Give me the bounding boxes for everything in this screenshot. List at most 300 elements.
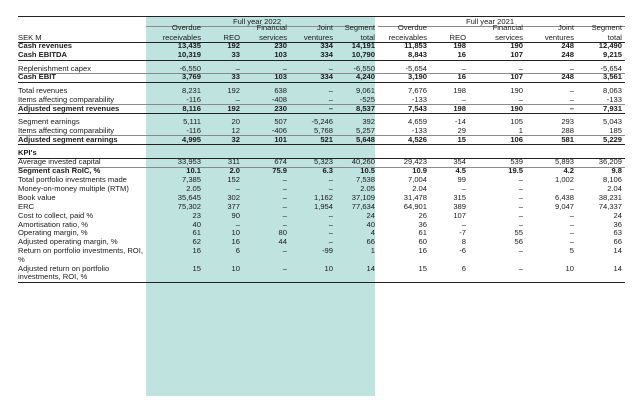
top-rule: [18, 16, 625, 17]
value-cell: 106: [510, 135, 523, 144]
value-cell: –: [518, 220, 523, 229]
value-cell: 10,319: [177, 51, 201, 60]
value-cell: 33: [231, 51, 240, 60]
value-cell: –: [282, 220, 287, 229]
value-cell: 33: [231, 73, 240, 82]
period-header-2022: Full year 2022: [232, 17, 282, 26]
value-cell: 9,061: [355, 86, 375, 95]
value-cell: 16: [418, 247, 427, 256]
column-header: Financial: [256, 23, 287, 32]
value-cell: 5,648: [355, 135, 375, 144]
value-cell: 60: [418, 238, 427, 247]
value-cell: 55: [514, 229, 523, 238]
edge-cell: [622, 238, 640, 247]
value-cell: 230: [274, 104, 287, 113]
edge-cell: [622, 118, 640, 127]
table-row: [0, 229, 640, 238]
value-cell: 334: [320, 73, 333, 82]
column-header: ventures: [544, 32, 574, 42]
edge-cell: [622, 203, 640, 212]
value-cell: 66: [366, 238, 375, 247]
value-cell: 507: [274, 118, 287, 127]
value-cell: 1: [518, 126, 523, 135]
value-cell: 10.1: [186, 167, 201, 176]
value-cell: –: [235, 64, 240, 73]
row-label: Book value: [18, 193, 56, 202]
value-cell: 1: [370, 247, 375, 256]
value-cell: –: [328, 184, 333, 193]
value-cell: 64,901: [403, 202, 427, 211]
value-cell: 248: [561, 73, 574, 82]
value-cell: 19.5: [508, 167, 523, 176]
value-cell: 4: [370, 229, 375, 238]
table-row: [0, 87, 640, 96]
value-cell: 29: [457, 126, 466, 135]
value-cell: –: [518, 175, 523, 184]
value-cell: 10,790: [351, 51, 375, 60]
value-cell: 354: [453, 158, 466, 167]
value-cell: 90: [231, 211, 240, 220]
row-label: Cash EBIT: [18, 73, 56, 82]
value-cell: –: [282, 202, 287, 211]
value-cell: 6,438: [554, 193, 574, 202]
value-cell: -133: [606, 95, 622, 104]
value-cell: –: [328, 220, 333, 229]
value-cell: –: [518, 211, 523, 220]
value-cell: –: [518, 202, 523, 211]
value-cell: -5,654: [405, 64, 427, 73]
column-header: Segment: [591, 23, 622, 32]
value-cell: 75,302: [177, 202, 201, 211]
section-title: KPI's: [18, 149, 37, 158]
row-label: Adjusted segment revenues: [18, 104, 120, 113]
value-cell: 10.5: [360, 167, 375, 176]
empty-cell: [430, 149, 466, 158]
value-cell: -133: [411, 95, 427, 104]
table-row: [0, 158, 640, 167]
value-cell: 2.04: [412, 184, 427, 193]
row-label: Average invested capital: [18, 158, 101, 167]
value-cell: –: [328, 238, 333, 247]
value-cell: -7: [459, 229, 466, 238]
value-cell: 192: [227, 104, 240, 113]
empty-cell: [523, 149, 574, 158]
value-cell: 377: [227, 202, 240, 211]
row-rule: [18, 167, 625, 168]
row-label: Adjusted segment earnings: [18, 135, 118, 144]
value-cell: –: [569, 229, 574, 238]
value-cell: 315: [453, 193, 466, 202]
value-cell: –: [461, 184, 466, 193]
table-row: [0, 203, 640, 212]
empty-cell: [204, 149, 240, 158]
value-cell: 190: [510, 86, 523, 95]
edge-cell: [622, 176, 640, 185]
value-cell: –: [518, 193, 523, 202]
value-cell: 192: [227, 42, 240, 51]
value-cell: 7,538: [355, 175, 375, 184]
value-cell: 5,257: [355, 126, 375, 135]
value-cell: 13,435: [177, 42, 201, 51]
value-cell: -406: [271, 126, 287, 135]
value-cell: 3,190: [407, 73, 427, 82]
value-cell: 33,953: [177, 158, 201, 167]
value-cell: –: [461, 220, 466, 229]
value-cell: -6: [459, 247, 466, 256]
column-header: [204, 23, 240, 33]
value-cell: 103: [274, 51, 287, 60]
value-cell: 15: [192, 264, 201, 273]
value-cell: 7,004: [407, 175, 427, 184]
column-header: [430, 23, 466, 33]
value-cell: 36,209: [598, 158, 622, 167]
value-cell: 4,526: [407, 135, 427, 144]
value-cell: 5,229: [602, 135, 622, 144]
empty-cell: [333, 149, 375, 158]
value-cell: 37,109: [351, 193, 375, 202]
value-cell: 10: [231, 229, 240, 238]
value-cell: –: [569, 220, 574, 229]
value-cell: –: [518, 64, 523, 73]
value-cell: 74,337: [598, 202, 622, 211]
value-cell: 40,260: [351, 158, 375, 167]
value-cell: 7,543: [407, 104, 427, 113]
value-cell: 3,769: [181, 73, 201, 82]
column-header: Segment: [344, 23, 375, 32]
value-cell: 4,995: [181, 135, 201, 144]
column-header: total: [360, 32, 375, 42]
value-cell: 16: [457, 51, 466, 60]
value-cell: –: [518, 264, 523, 273]
value-cell: 293: [561, 118, 574, 127]
table-row: [0, 118, 640, 127]
value-cell: 75.9: [272, 167, 287, 176]
table-row: [0, 194, 640, 203]
value-cell: –: [328, 95, 333, 104]
value-cell: -5,246: [311, 118, 333, 127]
edge-cell: [622, 247, 640, 264]
value-cell: 5,893: [554, 158, 574, 167]
value-cell: 16: [231, 238, 240, 247]
value-cell: -408: [271, 95, 287, 104]
edge-cell: [622, 73, 640, 82]
table-row: [0, 176, 640, 185]
value-cell: 334: [320, 51, 333, 60]
row-rule: [18, 82, 625, 83]
value-cell: 288: [561, 126, 574, 135]
row-label: Total portfolio investments made: [18, 175, 127, 184]
value-cell: 8,063: [602, 86, 622, 95]
value-cell: 11,853: [404, 42, 427, 51]
value-cell: 107: [453, 211, 466, 220]
value-cell: 62: [192, 238, 201, 247]
value-cell: 1,954: [313, 202, 333, 211]
value-cell: –: [569, 184, 574, 193]
table-row: [0, 73, 640, 82]
value-cell: 14: [366, 264, 375, 273]
table-row: [0, 221, 640, 230]
value-cell: 8,106: [602, 175, 622, 184]
value-cell: 3,561: [602, 73, 622, 82]
value-cell: 8,231: [181, 86, 201, 95]
value-cell: 7,931: [602, 104, 622, 113]
value-cell: 8,537: [355, 104, 375, 113]
table-row: [0, 167, 640, 176]
value-cell: 2.05: [186, 184, 201, 193]
value-cell: 4.2: [563, 167, 574, 176]
column-header: Overdue: [171, 23, 201, 32]
value-cell: 10.9: [412, 167, 427, 176]
value-cell: –: [282, 247, 287, 256]
value-cell: -5,654: [600, 64, 622, 73]
value-cell: 7,676: [407, 86, 427, 95]
column-header: ventures: [303, 32, 333, 42]
value-cell: 6: [461, 264, 466, 273]
edge-cell: [622, 23, 640, 33]
value-cell: –: [569, 238, 574, 247]
edge-cell: [622, 42, 640, 51]
value-cell: –: [518, 95, 523, 104]
empty-cell: [287, 149, 333, 158]
value-cell: 4.5: [455, 167, 466, 176]
value-cell: –: [569, 86, 574, 95]
value-cell: –: [235, 184, 240, 193]
column-header: Joint: [557, 23, 574, 32]
row-label: Return on portfolio investments, ROI, %: [18, 247, 143, 264]
value-cell: 12,490: [598, 42, 622, 51]
edge-cell: [622, 212, 640, 221]
value-cell: 190: [510, 42, 523, 51]
row-label: Cash revenues: [18, 42, 73, 51]
value-cell: 230: [274, 42, 287, 51]
column-header: REO: [449, 32, 466, 42]
value-cell: 16: [457, 73, 466, 82]
row-rule: [18, 42, 625, 43]
value-cell: 56: [514, 238, 523, 247]
row-rule: [18, 144, 625, 145]
value-cell: 15: [457, 135, 466, 144]
value-cell: 40: [366, 220, 375, 229]
edge-cell: [622, 51, 640, 60]
column-header: services: [495, 32, 523, 42]
value-cell: 8: [461, 238, 466, 247]
value-cell: –: [461, 95, 466, 104]
row-label: Amortisation ratio, %: [18, 220, 89, 229]
row-rule: [18, 282, 625, 283]
value-cell: 9,047: [554, 202, 574, 211]
row-rule: [18, 113, 625, 114]
table-row: [0, 212, 640, 221]
table-row: [0, 265, 640, 282]
column-header: receivables: [162, 32, 201, 42]
value-cell: 80: [278, 229, 287, 238]
value-cell: -116: [186, 126, 201, 135]
value-cell: 31,478: [403, 193, 427, 202]
value-cell: 14: [613, 264, 622, 273]
value-cell: –: [569, 104, 574, 113]
value-cell: 190: [510, 104, 523, 113]
unit-label: SEK M: [18, 32, 42, 42]
value-cell: 63: [613, 229, 622, 238]
value-cell: –: [282, 211, 287, 220]
value-cell: 101: [274, 135, 287, 144]
value-cell: –: [235, 95, 240, 104]
value-cell: –: [328, 175, 333, 184]
row-label: Cost to collect, paid %: [18, 211, 94, 220]
value-cell: –: [569, 64, 574, 73]
value-cell: 44: [278, 238, 287, 247]
empty-cell: [375, 149, 430, 158]
value-cell: 15: [418, 264, 427, 273]
edge-cell: [622, 229, 640, 238]
row-label: Adjusted operating margin, %: [18, 238, 118, 247]
column-header-row: [0, 23, 640, 33]
table-row: [0, 51, 640, 60]
value-cell: 77,634: [351, 202, 375, 211]
value-cell: 36: [418, 220, 427, 229]
value-cell: 36: [613, 220, 622, 229]
value-cell: 8,843: [407, 51, 427, 60]
edge-cell: [622, 167, 640, 176]
value-cell: 26: [418, 211, 427, 220]
value-cell: 38,231: [598, 193, 622, 202]
value-cell: –: [328, 86, 333, 95]
value-cell: -525: [359, 95, 375, 104]
edge-cell: [622, 194, 640, 203]
value-cell: 1,002: [554, 175, 574, 184]
value-cell: –: [282, 184, 287, 193]
value-cell: 5,111: [183, 118, 201, 127]
row-label: Items affecting comparability: [18, 126, 115, 135]
value-cell: 311: [227, 158, 240, 167]
row-label: Replenishment capex: [18, 64, 92, 73]
value-cell: 66: [613, 238, 622, 247]
value-cell: 105: [510, 118, 523, 127]
value-cell: 14,191: [351, 42, 375, 51]
value-cell: -99: [322, 247, 333, 256]
value-cell: 2.04: [607, 184, 622, 193]
value-cell: 24: [366, 211, 375, 220]
value-cell: –: [569, 95, 574, 104]
edge-cell: [622, 33, 640, 43]
column-header: REO: [223, 32, 240, 42]
value-cell: –: [328, 211, 333, 220]
value-cell: 2.05: [360, 184, 375, 193]
value-cell: 198: [453, 104, 466, 113]
value-cell: 152: [227, 175, 240, 184]
value-cell: –: [518, 184, 523, 193]
value-cell: 192: [227, 86, 240, 95]
row-label: Items affecting comparability: [18, 95, 115, 104]
value-cell: 185: [609, 126, 622, 135]
row-rule: [18, 135, 625, 136]
value-cell: 29,423: [403, 158, 427, 167]
column-header: Overdue: [397, 23, 427, 32]
value-cell: 61: [192, 229, 201, 238]
row-label: Total revenues: [18, 86, 68, 95]
row-rule: [18, 158, 625, 159]
value-cell: 6: [235, 247, 240, 256]
value-cell: 10: [231, 264, 240, 273]
value-cell: –: [461, 64, 466, 73]
value-cell: -6,550: [179, 64, 201, 73]
row-label: Money-on-money multiple (RTM): [18, 184, 129, 193]
value-cell: 389: [453, 202, 466, 211]
value-cell: 248: [561, 51, 574, 60]
value-cell: 2.0: [229, 167, 240, 176]
edge-cell: [622, 265, 640, 282]
value-cell: –: [282, 64, 287, 73]
column-header: Financial: [492, 23, 523, 32]
row-label: Segment earnings: [18, 118, 80, 127]
value-cell: 20: [231, 118, 240, 127]
value-cell: 302: [227, 193, 240, 202]
value-cell: -6,550: [353, 64, 375, 73]
value-cell: 5,043: [602, 118, 622, 127]
value-cell: –: [235, 220, 240, 229]
value-cell: 1,162: [313, 193, 333, 202]
value-cell: 12: [231, 126, 240, 135]
column-header-row: [0, 33, 640, 43]
value-cell: 9,215: [602, 51, 622, 60]
value-cell: 35,645: [177, 193, 201, 202]
value-cell: 5,768: [313, 126, 333, 135]
value-cell: 521: [320, 135, 333, 144]
value-cell: 334: [320, 42, 333, 51]
value-cell: 5: [569, 247, 574, 256]
row-label: Adjusted return on portfolio investments, ROI, %: [18, 264, 110, 282]
period-header-2021: Full year 2021: [465, 17, 515, 26]
value-cell: –: [328, 64, 333, 73]
empty-cell: [466, 149, 523, 158]
edge-cell: [622, 221, 640, 230]
value-cell: 99: [457, 175, 466, 184]
edge-cell: [622, 87, 640, 96]
value-cell: 539: [510, 158, 523, 167]
table-row: [0, 238, 640, 247]
row-label: Segment cash RoIC, %: [18, 167, 101, 176]
table-row: [0, 42, 640, 51]
value-cell: 23: [192, 211, 201, 220]
empty-cell: [622, 149, 640, 158]
empty-cell: [146, 149, 204, 158]
empty-cell: [240, 149, 287, 158]
value-cell: –: [569, 211, 574, 220]
column-header: total: [607, 32, 622, 42]
value-cell: 8,116: [182, 104, 201, 113]
table-row: [0, 247, 640, 264]
table-row: [0, 185, 640, 194]
value-cell: 6.3: [322, 167, 333, 176]
value-cell: –: [282, 193, 287, 202]
value-cell: –: [282, 175, 287, 184]
row-label: Cash EBITDA: [18, 51, 67, 60]
edge-cell: [622, 185, 640, 194]
value-cell: 10: [324, 264, 333, 273]
value-cell: 9.8: [611, 167, 622, 176]
value-cell: 7,385: [181, 175, 201, 184]
value-cell: 107: [510, 51, 523, 60]
row-label: Operating margin, %: [18, 229, 88, 238]
value-cell: -133: [411, 126, 427, 135]
column-header: receivables: [388, 32, 427, 42]
section-title-row: [0, 149, 640, 158]
value-cell: 581: [561, 135, 574, 144]
segment-financials-table: [0, 23, 640, 282]
value-cell: 198: [453, 86, 466, 95]
value-cell: –: [328, 104, 333, 113]
value-cell: –: [328, 229, 333, 238]
